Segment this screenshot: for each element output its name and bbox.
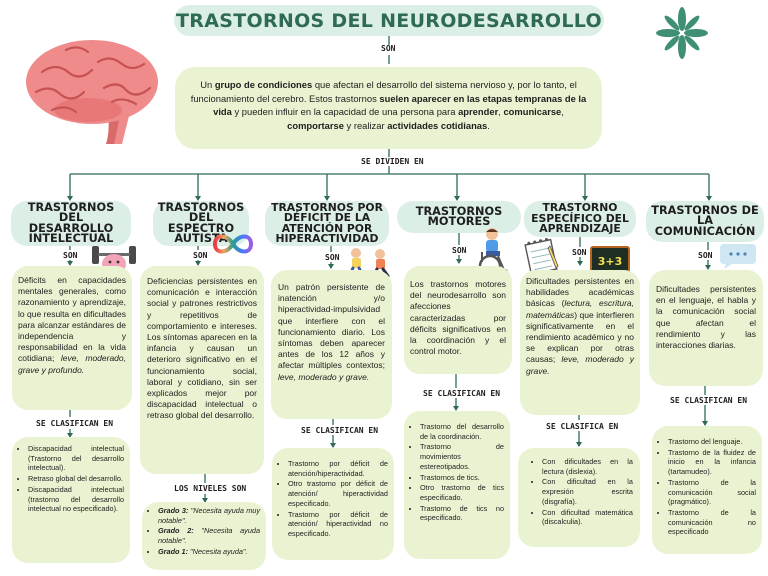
classification-box xyxy=(652,426,762,554)
list-item: • Trastorno de movimientos estereotipados. xyxy=(420,442,504,471)
category-title-communication: TRASTORNOS DE LA COMUNICACIÓN xyxy=(646,201,764,242)
list-item: • Retraso global del desarrollo. xyxy=(28,474,124,484)
level-text: "Necesita ayuda notable". xyxy=(158,526,260,546)
description-text: ) que interfieren significativamente en el rendimiento académico y no se explican por otras causas; xyxy=(526,309,634,365)
description-box xyxy=(271,270,392,419)
classification-label: SE CLASIFICAN EN xyxy=(301,426,379,435)
brain-icon xyxy=(22,32,172,150)
classification-label: SE CLASIFICAN EN xyxy=(36,419,114,428)
description-text: Déficits en capacidades mentales generales, como razonamiento y aprendizaje, lo que resulta en dificultades para alcanzar estándares de independencia y responsabilidad en la vida cotidiana; xyxy=(18,275,126,364)
list-item xyxy=(158,547,260,557)
category-title-motor: TRASTORNOS MOTORES xyxy=(397,201,521,233)
description-box xyxy=(520,270,640,415)
list-item: • Discapacidad intelectual (trastorno del desarrollo intelectual no especificado). xyxy=(28,485,124,514)
divide-label: SE DIVIDEN EN xyxy=(361,157,424,166)
list-item: • Otro trastorno por déficit de atención/ hiperactividad especificado. xyxy=(288,479,388,508)
list-item xyxy=(158,526,260,545)
def-bold: aprender xyxy=(458,106,499,118)
son-label: SON xyxy=(698,251,713,260)
level-name: Grado 3: xyxy=(158,506,189,515)
def-text: , xyxy=(498,106,504,118)
description-levels: leve, moderado y grave. xyxy=(526,354,634,376)
category-title-intellectual: TRASTORNOS DEL DESARROLLO INTELECTUAL xyxy=(11,201,131,246)
list-item: • Trastorno del desarrollo de la coordinación. xyxy=(420,422,504,441)
def-bold: comunicarse xyxy=(503,106,562,118)
classification-box xyxy=(142,502,266,570)
def-text: . xyxy=(487,119,490,131)
classification-label: SE CLASIFICAN EN xyxy=(423,389,501,398)
level-text: "Necesita ayuda muy notable". xyxy=(158,506,260,525)
description-text: Dificultades persistentes en el lenguaje, el habla y la comunicación social que afectan el rendimiento y las interacciones diarias. xyxy=(656,284,756,351)
list-item: • Otro trastorno de tics especificado. xyxy=(420,483,504,502)
son-label: SON xyxy=(63,251,78,260)
list-item: • Trastorno de la fluidez de inicio en la infancia (tartamudeo). xyxy=(668,448,756,477)
category-title-autism: TRASTORNOS DEL ESPECTRO AUTISTA xyxy=(153,201,249,246)
list-item: • Trastorno de tics no especificado. xyxy=(420,504,504,523)
son-label: SON xyxy=(193,251,208,260)
list-item: • Trastorno por déficit de atención/hiperactividad. xyxy=(288,459,388,478)
list-item: • Con dificultad matemática (discalculia). xyxy=(542,508,633,527)
son-label: SON xyxy=(572,248,587,257)
page-title: TRASTORNOS DEL NEURODESARROLLO xyxy=(174,5,604,36)
classification-box xyxy=(518,448,640,547)
classification-box xyxy=(272,448,394,560)
description-text: Los trastornos motores del neurodesarrollo son afecciones caracterizadas por déficits significativos en la coordinación y el control motor. xyxy=(410,279,506,357)
top-son-label: SON xyxy=(381,44,396,53)
list-item: • Trastorno de la comunicación social (pragmático). xyxy=(668,478,756,507)
description-box xyxy=(12,266,132,410)
def-text: y pueden influir en la capacidad de una persona para xyxy=(231,106,459,118)
description-box xyxy=(140,266,264,474)
def-bold: actividades cotidianas xyxy=(387,119,488,131)
description-box xyxy=(404,266,512,374)
definition-box xyxy=(175,67,602,149)
speech-bubble-icon xyxy=(718,242,758,270)
def-text: que afectan el desarrollo del sistema nervioso y, por lo tanto, el funcionamiento del cerebro. Estos trastornos xyxy=(190,79,577,104)
level-name: Grado 1: xyxy=(158,546,189,556)
list-item: • Trastorno por déficit de atención/ hiperactividad no especificado. xyxy=(288,510,388,539)
list-item: • Trastorno del lenguaje. xyxy=(668,437,756,447)
classification-label: SE CLASIFICAN EN xyxy=(670,396,748,405)
son-label: SON xyxy=(325,253,340,262)
list-item: • Con dificultad en la expresión escrita (disgrafía). xyxy=(542,477,633,506)
infinity-icon xyxy=(209,230,257,258)
description-levels: leve, moderado, grave y profundo. xyxy=(18,353,126,375)
star-icon xyxy=(655,6,709,60)
list-item xyxy=(158,506,260,525)
def-text: y realizar xyxy=(343,119,388,131)
classification-label: SE CLASIFICA EN xyxy=(546,422,619,431)
category-title-learning: TRASTORNO ESPECÍFICO DEL APRENDIZAJE xyxy=(524,201,636,237)
def-bold: suelen aparecer en las etapas tempranas de la vida xyxy=(213,92,587,118)
category-title-adhd: TRASTORNOS POR DÉFICIT DE LA ATENCIÓN POR HIPERACTIVIDAD xyxy=(265,201,389,246)
level-text: "Necesita ayuda". xyxy=(190,546,248,556)
list-item: • Trastornos de tics. xyxy=(420,473,504,483)
classification-label: LOS NIVELES SON xyxy=(174,484,247,493)
list-item: • Con dificultades en la lectura (dislexia). xyxy=(542,457,633,476)
description-text: Un patrón persistente de inatención y/o hiperactividad-impulsividad que interfiere con el funcionamiento diario. Los síntomas deben aparecer antes de los 12 años y afectar múltiples contextos; xyxy=(278,282,385,371)
description-levels: leve, moderado y grave. xyxy=(278,371,370,382)
list-item: • Discapacidad intelectual (Trastorno del desarrollo intelectual). xyxy=(28,444,124,473)
description-text: Deficiencias persistentes en comunicación e interacción social y patrones restrictivos y repetitivos de comportamiento e intereses. Los síntomas aparecen en la infancia y causan un deterioro significativo en el funcionamiento social, laboral y cotidiano, sin ser explicados mejor por discapacidad intelectual o retraso global del desarrollo. xyxy=(147,276,257,421)
description-box xyxy=(649,270,763,386)
list-item: • Trastorno de la comunicación no especificado xyxy=(668,508,756,537)
def-text: , xyxy=(561,106,564,118)
level-name: Grado 2: xyxy=(158,526,194,536)
son-label: SON xyxy=(452,246,467,255)
description-text: Dificultades persistentes en habilidades académicas básicas ( xyxy=(526,276,634,309)
def-text: Un xyxy=(200,79,215,90)
classification-box xyxy=(404,411,510,559)
classification-box xyxy=(12,437,130,563)
chalkboard-text: 3+3 xyxy=(597,255,623,268)
def-bold: grupo de condiciones xyxy=(214,79,313,90)
def-bold: comportarse xyxy=(287,119,344,131)
description-emphasis: lectura, escritura, matemáticas xyxy=(526,298,634,320)
